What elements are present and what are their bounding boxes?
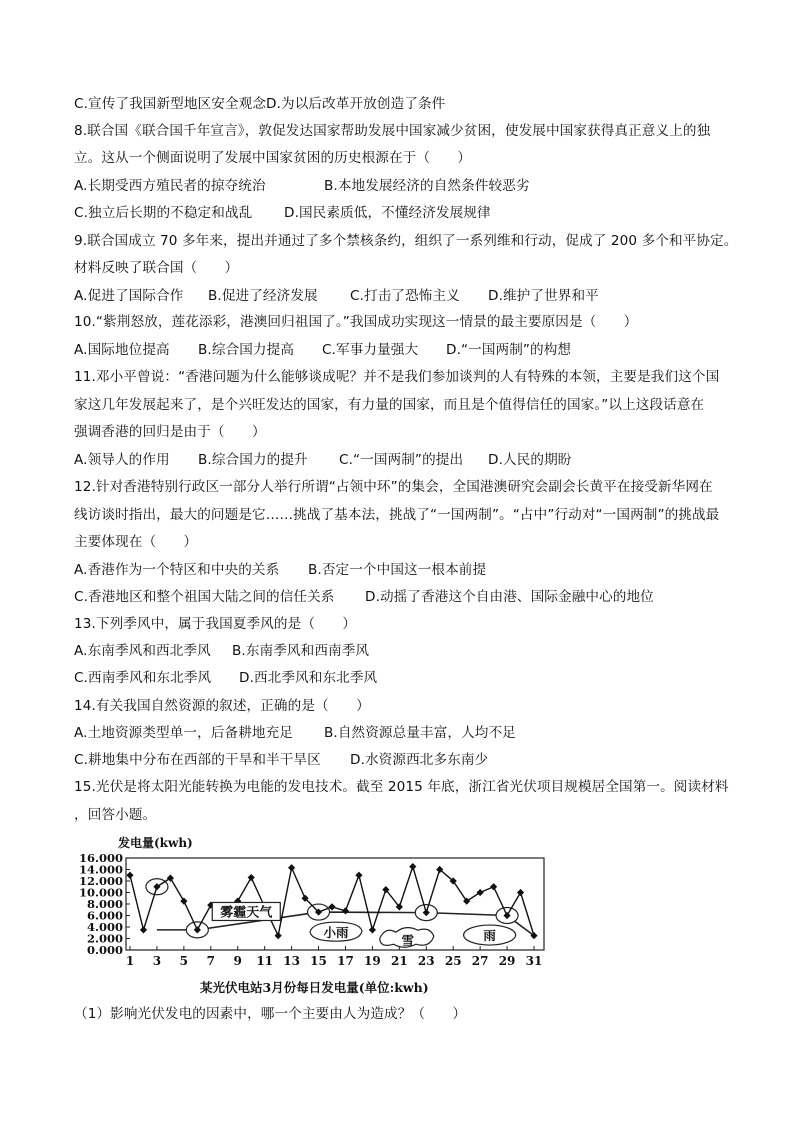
answer-option: A.国际地位提高 [74,342,170,358]
data-point [275,932,282,939]
data-point [167,875,174,882]
answer-option: B.东南季风和西南季风 [232,643,370,659]
answer-option: B.否定一个中国这一根本前提 [308,562,487,578]
text-line [74,477,734,497]
answer-option: D.国民素质低，不懂经济发展规律 [284,205,491,221]
text-line [74,805,734,825]
data-point [477,889,484,896]
question-text-line: 14.有关我国自然资源的叙述，正确的是（ ） [74,698,370,714]
question-text-line: 线访谈时指出，最大的问题是它……挑战了基本法，挑战了“一国两制”。“占中”行动对“一国两制”的挑战最 [74,507,720,523]
answer-option: D.西北季风和东北季风 [239,670,378,686]
data-point [248,874,255,881]
power-generation-chart [74,834,560,999]
answer-option: B.自然资源总量丰富，人均不足 [324,725,516,741]
x-tick-label: 27 [471,954,489,968]
text-line [74,696,734,716]
y-tick-label: 4.000 [86,920,123,934]
data-point [342,907,349,914]
answer-option: C.宣传了我国新型地区安全观念 [74,96,267,112]
x-tick-label: 7 [206,954,215,968]
text-line [74,505,734,525]
question-text-line: 家这几年发展起来了，是个兴旺发达的国家，有力量的国家，而且是个值得信任的国家。”以上这段话意在 [74,397,705,413]
data-point [126,872,133,879]
x-tick-label: 13 [283,954,300,968]
text-line [74,367,734,387]
answer-option: B.促进了经济发展 [208,288,318,304]
answer-option: C.军事力量强大 [322,342,419,358]
x-tick-label: 17 [337,954,354,968]
text-line [74,94,734,114]
y-tick-label: 0.000 [86,943,123,957]
x-tick-label: 25 [444,954,462,968]
y-tick-label: 2.000 [86,931,123,946]
x-tick-label: 15 [310,954,327,968]
answer-option: A.长期受西方殖民者的掠夺统治 [74,178,266,194]
text-line [74,312,734,332]
x-tick-label: 11 [256,954,274,968]
answer-option: A.促进了国际合作 [74,288,184,304]
data-point [369,926,376,933]
answer-option: A.土地资源类型单一，后备耕地充足 [74,725,293,741]
question-text-line: 10.“紫荆怒放，莲花添彩，港澳回归祖国了。”我国成功实现这一情景的最主要原因是（ ） [74,314,638,330]
chart-svg [74,834,560,999]
x-tick-label: 9 [233,954,242,968]
text-line [74,422,734,442]
y-tick-label: 14.000 [78,862,123,877]
x-tick-label: 19 [364,954,381,968]
annotation-label: 雪 [401,933,415,949]
answer-option: B.综合国力的提升 [198,452,308,468]
answer-option: C.香港地区和整个祖国大陆之间的信任关系 [74,589,335,605]
x-tick-label: 1 [125,954,135,968]
answer-option: D.动摇了香港这个自由港、国际金融中心的地位 [365,589,654,605]
question-text-line: 15.光伏是将太阳光能转换为电能的发电技术。截至 2015 年底，浙江省光伏项目规模居全国第一。阅读材料 [74,779,729,795]
answer-option: D.“一国两制”的构想 [446,342,572,358]
text-line [74,532,734,552]
question-text-line: 立。这从一个侧面说明了发展中国家贫困的历史根源在于（ ） [74,150,472,166]
text-line [74,1004,734,1024]
x-tick-label: 3 [152,954,162,968]
answer-option: A.香港作为一个特区和中央的关系 [74,562,280,578]
x-tick-label: 29 [498,954,516,968]
answer-option: D.为以后改革开放创造了条件 [266,96,446,112]
question-text-line: （1）影响光伏发电的因素中，哪一个主要由人为造成？（ ） [74,1006,467,1022]
annotation-label: 雾霾天气 [220,905,273,921]
question-text-line: 主要体现在（ ） [74,534,198,550]
answer-option: D.水资源西北多东南少 [350,752,489,768]
y-tick-label: 8.000 [86,897,123,911]
x-tick-label: 31 [525,954,543,968]
answer-option: A.东南季风和西北季风 [74,643,211,659]
question-text-line: 13.下列季风中，属于我国夏季风的是（ ） [74,616,357,632]
answer-option: D.人民的期盼 [488,452,572,468]
text-line [74,614,734,634]
annotation-label: 小雨 [323,925,349,941]
question-text-line: 9.联合国成立 70 多年来，提出并通过了多个禁核条约，组织了一系列维和行动，促成了 200 多个和平协定。 [74,233,738,249]
text-line [74,395,734,415]
answer-option: B.综合国力提高 [198,342,295,358]
text-line [74,258,734,278]
question-text-line: ，回答小题。 [74,807,157,823]
answer-option: B.本地发展经济的自然条件较恶劣 [324,178,530,194]
answer-option: D.维护了世界和平 [488,288,599,304]
question-text-line: 12.针对香港特别行政区一部分人举行所谓“占领中环”的集会，全国港澳研究会副会长黄平在接受新华网在 [74,479,713,495]
y-tick-label: 10.000 [78,885,123,900]
question-text-line: 强调香港的回归是由于（ ） [74,424,266,440]
answer-option: C.打击了恐怖主义 [350,288,460,304]
data-point [355,872,362,879]
annotation-label: 雨 [483,928,496,944]
x-tick-label: 23 [417,954,435,968]
y-tick-label: 16.000 [78,851,123,865]
data-point [180,898,187,905]
data-point [409,863,416,870]
y-axis-title: 发电量(kwh) [118,836,193,850]
question-text-line: 11.邓小平曾说：“香港问题为什么能够谈成呢？并不是我们参加谈判的人有特殊的本领，主要是我们这个国 [74,369,720,385]
y-tick-label: 12.000 [78,874,123,888]
data-point [517,889,524,896]
answer-option: C.耕地集中分布在西部的干旱和半干旱区 [74,752,321,768]
data-point [490,883,497,890]
chart-caption: 某光伏电站3月份每日发电量(单位:kwh) [200,980,429,995]
answer-option: C.独立后长期的不稳定和战乱 [74,205,253,221]
x-tick-label: 5 [179,954,189,968]
question-text-line: 8.联合国《联合国千年宣言》，敦促发达国家帮助发展中国家减少贫困，使发展中国家获得真正意义上的独 [74,123,711,139]
text-line [74,148,734,168]
answer-option: C.西南季风和东北季风 [74,670,212,686]
answer-option: C.“一国两制”的提出 [339,452,464,468]
data-point [140,926,147,933]
text-line [74,231,738,251]
y-tick-label: 6.000 [86,908,123,923]
answer-option: A.领导人的作用 [74,452,170,468]
x-tick-label: 21 [390,954,408,968]
data-point [288,864,295,871]
question-text-line: 材料反映了联合国（ ） [74,260,239,276]
text-line [74,777,734,797]
